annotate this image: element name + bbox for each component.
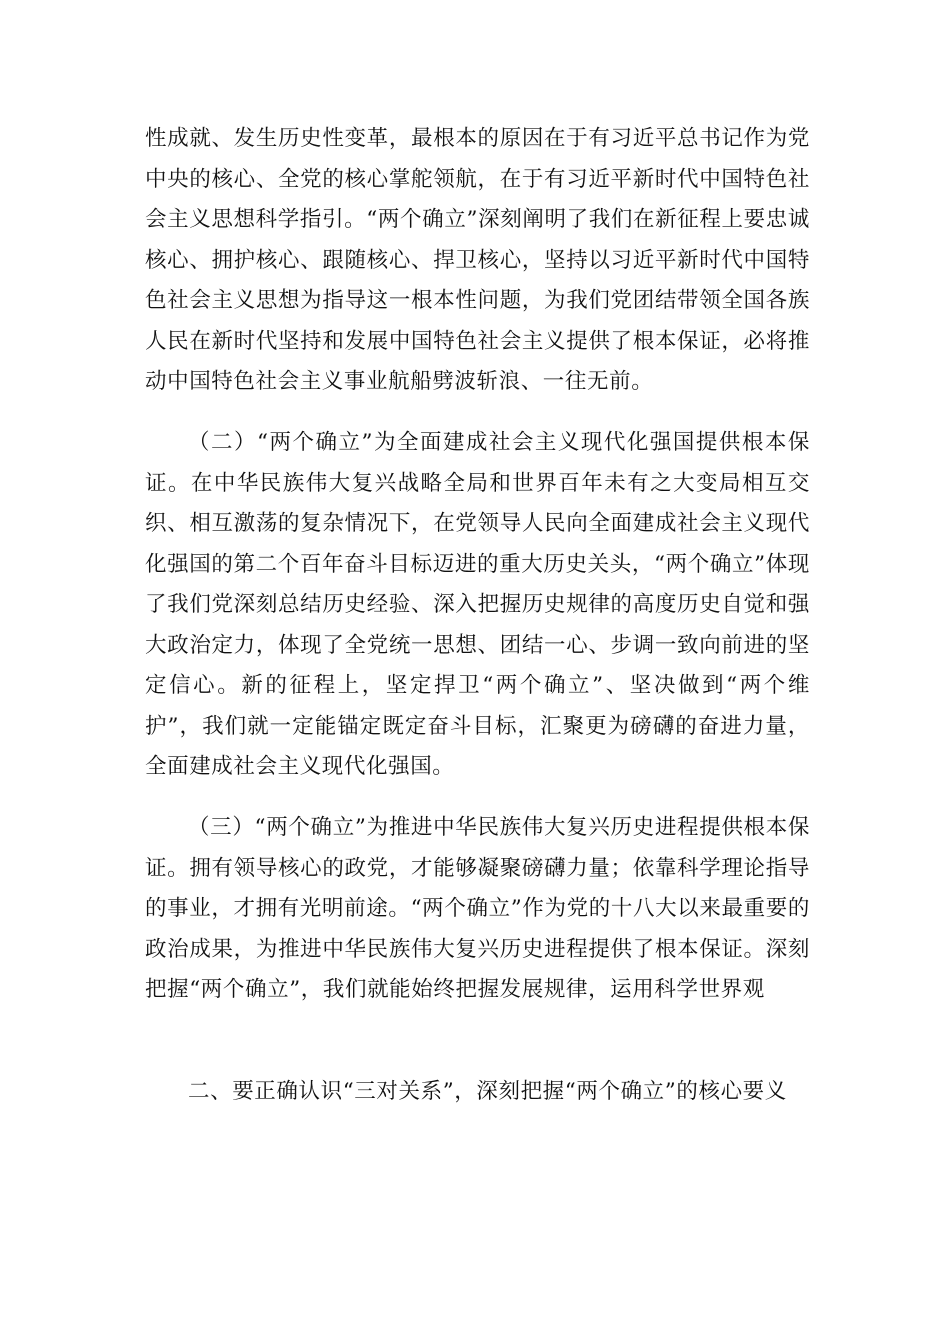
paragraph-section-three: （三）“两个确立”为推进中华民族伟大复兴历史进程提供根本保证。拥有领导核心的政党，才能够凝聚磅礴力量；依靠科学理论指导的事业，才拥有光明前途。“两个确立”作为党的十八大以来最重要的政治成果，为推进中华民族伟大复兴历史进程提供了根本保证。深刻把握“两个确立”，我们就能始终把握发展规律，运用科学世界观 xyxy=(145,815,810,1002)
paragraph-section-two: （二）“两个确立”为全面建成社会主义现代化强国提供根本保证。在中华民族伟大复兴战略全局和世界百年未有之大变局相互交织、相互激荡的复杂情况下，在党领导人民向全面建成社会主义现代化强国的第二个百年奋斗目标迈进的重大历史关头，“两个确立”体现了我们党深刻总结历史经验、深入把握历史规律的高度历史自觉和强大政治定力，体现了全党统一思想、团结一心、步调一致向前进的坚定信心。新的征程上，坚定捍卫“两个确立”、坚决做到“两个维护”，我们就一定能锚定既定奋斗目标，汇聚更为磅礴的奋进力量，全面建成社会主义现代化强国。 xyxy=(145,430,810,779)
heading-part-two: 二、要正确认识“三对关系”，深刻把握“两个确立”的核心要义 xyxy=(188,1079,787,1104)
paragraph-continuation: 性成就、发生历史性变革，最根本的原因在于有习近平总书记作为党中央的核心、全党的核心掌舵领航，在于有习近平新时代中国特色社会主义思想科学指引。“两个确立”深刻阐明了我们在新征程上要忠诚核心、拥护核心、跟随核心、捍卫核心，坚持以习近平新时代中国特色社会主义思想为指导这一根本性问题，为我们党团结带领全国各族人民在新时代坚持和发展中国特色社会主义提供了根本保证，必将推动中国特色社会主义事业航船劈波斩浪、一往无前。 xyxy=(145,126,810,394)
